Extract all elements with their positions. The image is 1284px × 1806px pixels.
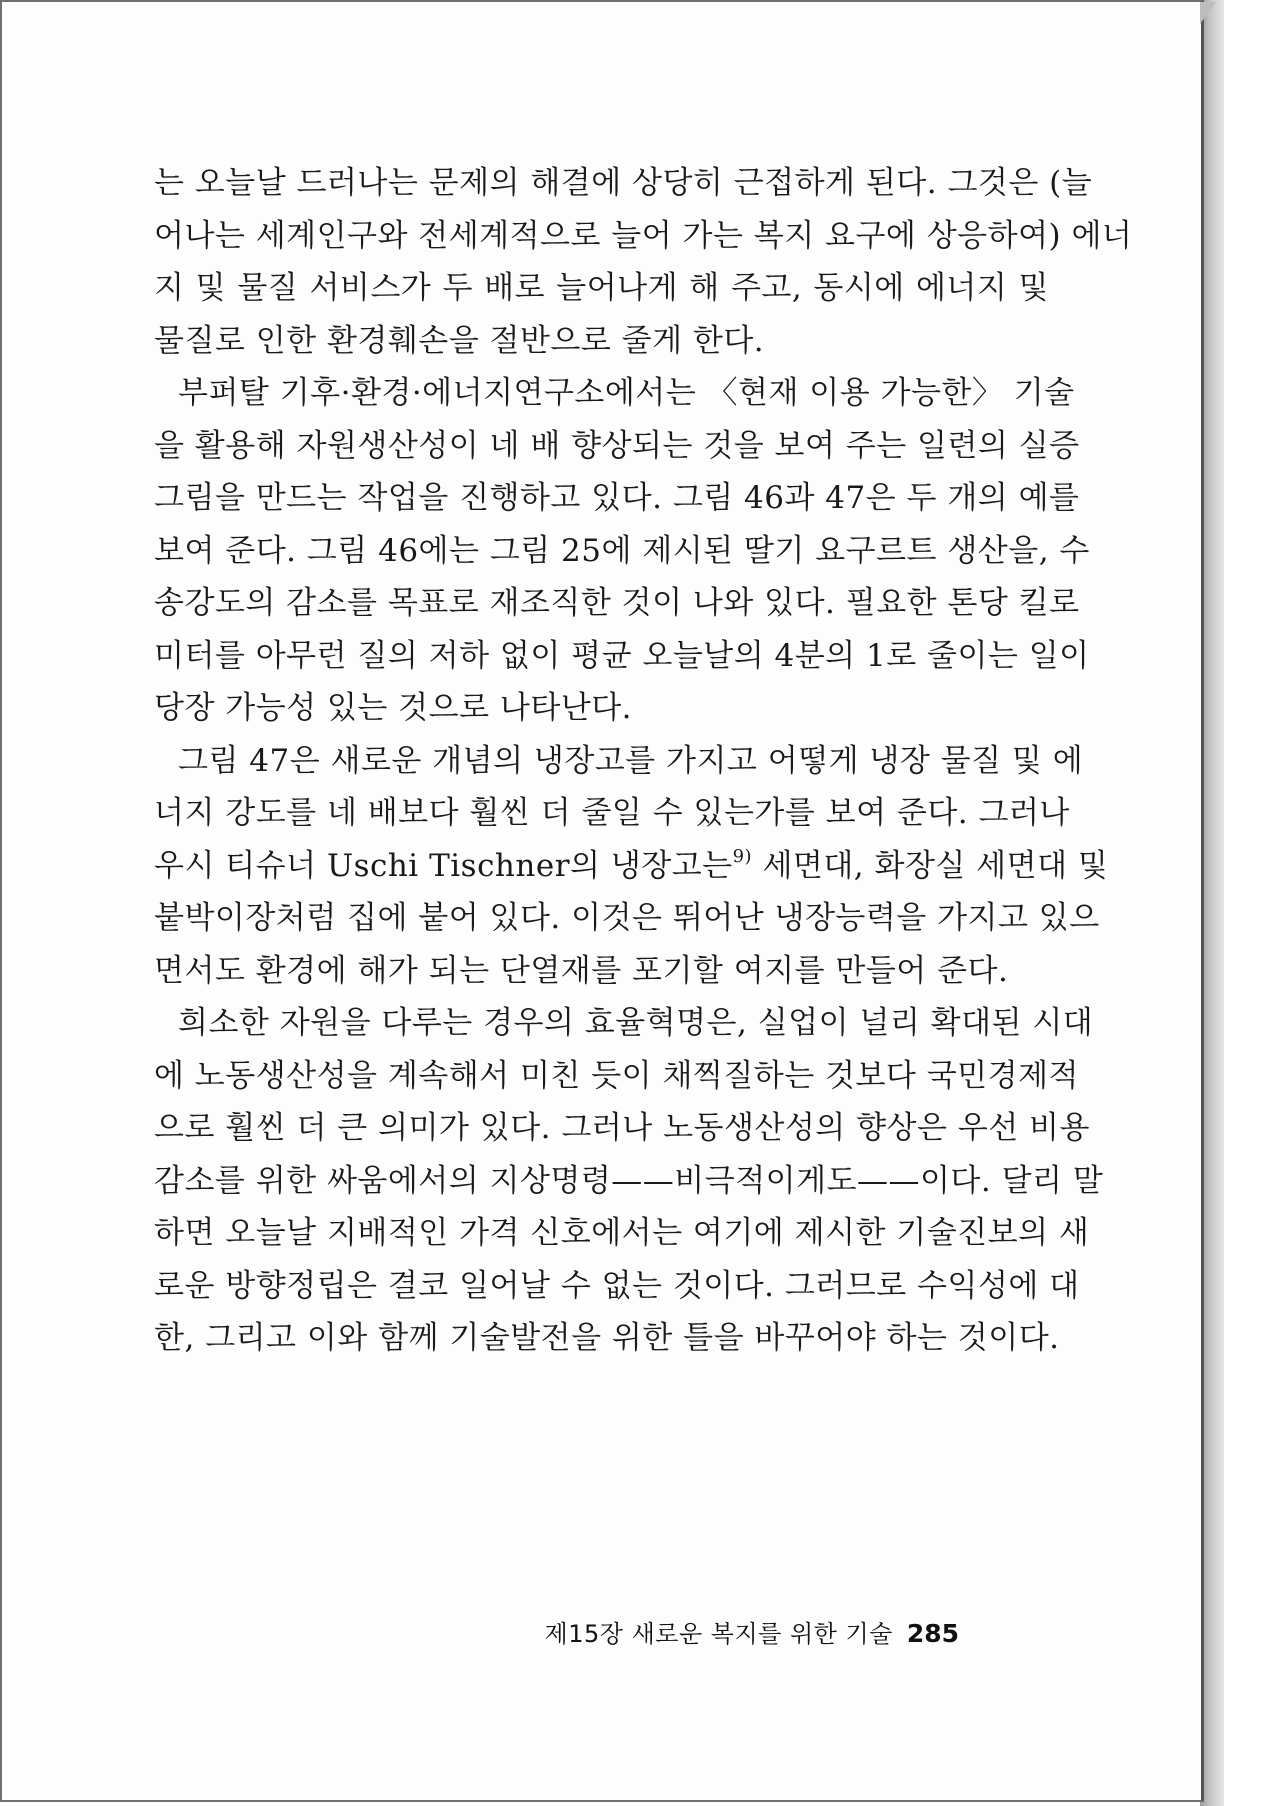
text-line: 어나는 세계인구와 전세계적으로 늘어 가는 복지 요구에 상응하여) 에너	[154, 217, 1133, 254]
text-line: 당장 가능성 있는 것으로 나타난다.	[154, 690, 633, 726]
text-line: 희소한 자원을 다루는 경우의 효율혁명은, 실업이 널리 확대된 시대	[178, 1005, 1094, 1041]
chapter-title: 제15장 새로운 복지를 위한 기술	[544, 1620, 893, 1648]
page-number: 285	[906, 1619, 959, 1648]
text-line: 보여 준다. 그림 46에는 그림 25에 제시된 딸기 요구르트 생산을, 수	[154, 532, 1090, 569]
text-line: 그림 47은 새로운 개념의 냉장고를 가지고 어떻게 냉장 물질 및 에	[178, 742, 1084, 779]
running-footer	[545, 1614, 959, 1649]
text-line: 하면 오늘날 지배적인 가격 신호에서는 여기에 제시한 기술진보의 새	[154, 1215, 1090, 1251]
text-line: 는 오늘날 드러나는 문제의 해결에 상당히 근접하게 된다. 그것은 (늘	[154, 165, 1093, 201]
text-line: 한, 그리고 이와 함께 기술발전을 위한 틀을 바꾸어야 하는 것이다.	[154, 1320, 1060, 1356]
text-segment: 우시 티슈너 Uschi Tischner의 냉장고는	[154, 847, 733, 884]
text-line: 물질로 인한 환경훼손을 절반으로 줄게 한다.	[154, 322, 765, 359]
text-line: 을 활용해 자원생산성이 네 배 향상되는 것을 보여 주는 일련의 실증	[154, 427, 1080, 464]
page-body-text	[154, 157, 1133, 1365]
page-corner	[1200, 2, 1216, 24]
text-line: 감소를 위한 싸움에서의 지상명령——비극적이게도——이다. 달리 말	[154, 1162, 1104, 1199]
text-line: 그림을 만드는 작업을 진행하고 있다. 그림 46과 47은 두 개의 예를	[154, 480, 1080, 516]
text-line: 송강도의 감소를 목표로 재조직한 것이 나와 있다. 필요한 톤당 킬로	[154, 585, 1080, 621]
text-line-with-footnote	[154, 840, 1109, 893]
text-line: 면서도 환경에 해가 되는 단열재를 포기할 여지를 만들어 준다.	[154, 952, 1009, 989]
text-line: 붙박이장처럼 집에 붙어 있다. 이것은 뛰어난 냉장능력을 가지고 있으	[154, 900, 1100, 936]
text-line: 지 및 물질 서비스가 두 배로 늘어나게 해 주고, 동시에 에너지 및	[154, 270, 1049, 306]
text-line: 로운 방향정립은 결코 일어날 수 없는 것이다. 그러므로 수익성에 대	[154, 1267, 1080, 1304]
text-line: 너지 강도를 네 배보다 훨씬 더 줄일 수 있는가를 보여 준다. 그러나	[154, 795, 1070, 831]
footnote-marker: 9)	[732, 845, 753, 867]
text-line: 으로 훨씬 더 큰 의미가 있다. 그러나 노동생산성의 향상은 우선 비용	[154, 1110, 1090, 1146]
text-line: 부퍼탈 기후·환경·에너지연구소에서는 〈현재 이용 가능한〉 기술	[178, 375, 1075, 411]
text-segment: 세면대, 화장실 세면대 및	[752, 847, 1109, 884]
text-line: 에 노동생산성을 계속해서 미친 듯이 채찍질하는 것보다 국민경제적	[154, 1057, 1079, 1094]
text-line: 미터를 아무런 질의 저하 없이 평균 오늘날의 4분의 1로 줄이는 일이	[154, 637, 1090, 674]
